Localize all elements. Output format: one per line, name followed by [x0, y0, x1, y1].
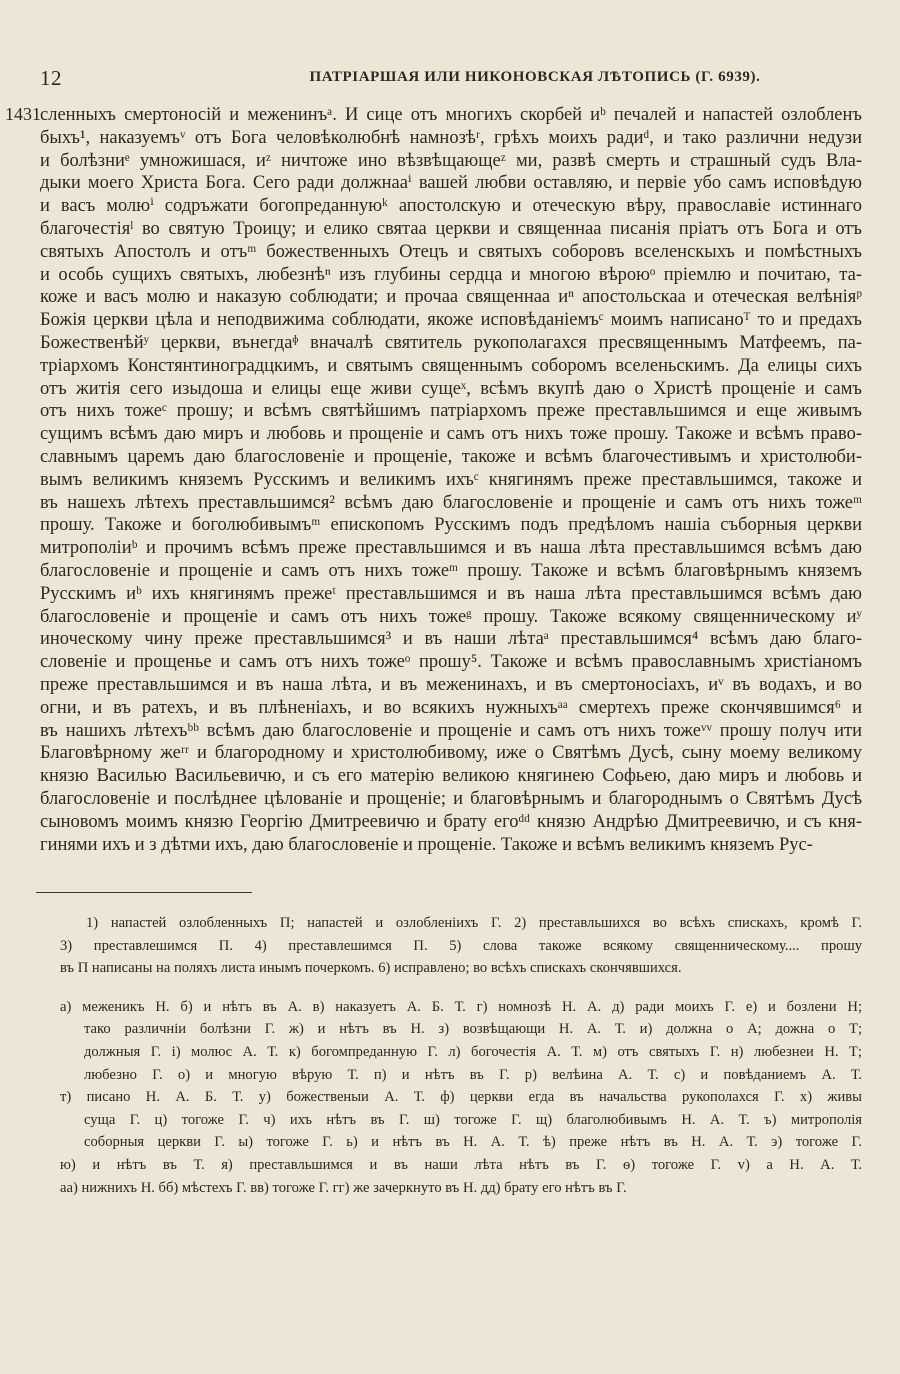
text-line: быхъ¹, наказуемъᵛ отъ Бога человѣколюбнѣ намнозѣʳ, грѣхъ моихъ радиᵈ, и тако различни недузи — [40, 127, 862, 148]
text-line: прошу. Такоже и боголюбивымъᵐ епископомъ Русскимъ подъ предѣломъ нашіа съборныя церкви — [40, 515, 862, 536]
variant-note-line: любезно Г. о) и многую вѣрую Т. п) и нѣтъ въ Г. р) велѣина А. Т. с) и повѣданиемъ А. Т. — [84, 1066, 862, 1083]
running-header — [0, 66, 900, 96]
variant-note-line: аа) нижнихъ Н. бб) мѣстехъ Г. вв) тогоже Г. гг) же зачеркнуто въ Н. дд) брату его нѣтъ въ Г. — [60, 1179, 627, 1196]
text-line: въ нашихъ лѣтехъᵇᵇ всѣмъ даю благословеніе и прощеніе и самъ отъ нихъ тожеᵛᵛ прошу получ ити — [40, 720, 862, 741]
text-line: Божественѣйʸ церкви, вънегдаᶲ вначалѣ святитель рукополагахся пресвященнымъ Матфеемъ, па- — [40, 332, 862, 353]
text-line: сыновомъ моимъ князю Георгію Дмитреевичю и брату егоᵈᵈ князю Андрѣю Дмитреевичю, и съ кня- — [40, 811, 862, 832]
variant-note-line: соборныя церкви Г. ы) тогоже Г. ь) и нѣтъ въ Н. А. Т. ѣ) преже нѣтъ въ Н. А. Т. э) тогоже Г. — [84, 1134, 862, 1151]
text-line: митрополіиᵇ и прочимъ всѣмъ преже преставльшимся и въ наша лѣта преставльшимся всѣмъ даю — [40, 538, 862, 559]
text-line: Русскимъ иᵇ ихъ княгинямъ прежеᵗ преставльшимся и въ наша лѣта преставльшимся всѣмъ даю — [40, 583, 862, 604]
text-line: коже и васъ молю и наказую соблюдати; и прочаа священнаа иⁿ апостольскаа и отеческая велѣніяᵖ — [40, 287, 862, 308]
text-line: тріархомъ Констянтиноградцкимъ, и святымъ священнымъ соборомъ вселеньскимъ. Да елицы сихъ — [40, 355, 862, 376]
text-line: святыхъ Апостолъ и отъᵐ божественныхъ Отецъ и святыхъ соборовъ вселенскыхъ и помѣстныхъ — [40, 241, 862, 262]
footnote-line: въ П написаны на поляхъ листа инымъ почеркомъ. 6) исправлено; во всѣхъ спискахъ скончявшихся. — [60, 960, 682, 977]
text-line: сущимъ всѣмъ даю миръ и любовь и прощеніе и самъ отъ нихъ тоже прошу. Такоже и всѣмъ право- — [40, 424, 862, 445]
text-line: отъ нихъ тожеᶜ прошу; и всѣмъ святѣйшимъ патріархомъ преже преставльшимся и еще живымъ — [40, 401, 862, 422]
text-line: благословеніе и прощеніе и самъ отъ нихъ тожеᵐ прошу. Такоже и всѣмъ благовѣрнымъ княземъ — [40, 560, 862, 581]
text-line: словеніе и прощенье и самъ отъ нихъ тожеᵒ прошу⁵. Такоже и всѣмъ православнымъ христіаномъ — [40, 652, 862, 673]
text-line: славнымъ царемъ даю благословеніе и прощеніе, такоже и всѣмъ благочестивымъ и христолюби- — [40, 446, 862, 467]
text-line: и особь сущихъ святыхъ, любезнѣⁿ изъ глубины сердца и многою вѣроюᵒ пріемлю и почитаю, та- — [40, 264, 862, 285]
text-line: вымъ великимъ княземъ Русскимъ и великимъ ихъᶜ княгинямъ преже преставльшимся, такоже и — [40, 469, 862, 490]
text-line: преже преставльшимся и въ наша лѣта, и въ меженинахъ, и въ смертоносіахъ, иᵛ въ водахъ, и во — [40, 674, 862, 695]
page-title: ПАТРІАРШАЯ ИЛИ НИКОНОВСКАЯ ЛѢТОПИСЬ (Г. 6939). — [309, 69, 761, 85]
footnote-line: 1) напастей озлобленныхъ П; напастей и озлобленіихъ Г. 2) преставльшихся во всѣхъ спискахъ, кромѣ Г. — [86, 915, 862, 931]
text-line: благословеніе и прощеніе и самъ отъ нихъ тожеᵍ прошу. Такоже всякому священническому иʸ — [40, 606, 862, 627]
text-line: сленныхъ смертоносій и меженинъᵃ. И сице отъ многихъ скорбей иᵇ печалей и напастей озлобленъ — [40, 105, 862, 125]
main-text — [40, 104, 862, 856]
variant-note-line: а) меженикъ Н. б) и нѣтъ въ А. в) наказуетъ А. Б. Т. г) номнозѣ Н. А. д) ради моихъ Г. е) и бозлени Н; — [60, 998, 862, 1015]
footnote-divider — [36, 892, 252, 893]
footnotes-numbered — [60, 912, 862, 980]
variant-note-line: должныя Г. і) молюс А. Т. к) богомпреданную Г. л) богочестія А. Т. м) отъ святыхъ Г. н) любезнеи Н. Т; — [84, 1043, 862, 1060]
text-line: и васъ молюⁱ содръжати богопреданнуюᵏ апостолскую и отеческую вѣру, православіе истиннаго — [40, 196, 862, 217]
footnote-line: 3) преставлешимся П. 4) преставлешимся П. 5) слова такоже всякому священническому.... прошу — [60, 937, 862, 954]
text-line: благословеніе и послѣднее цѣлованіе и прощеніе; и благовѣрнымъ и благороднымъ о Святѣмъ Дусѣ — [40, 788, 862, 809]
text-line: отъ житія сего изыдоша и елицы еще живи сущеˣ, всѣмъ вкупѣ даю о Христѣ прощеніе и самъ — [40, 378, 862, 399]
text-line: огни, и въ ратехъ, и въ плѣненіахъ, и во всякихъ нужныхъᵃᵃ смертехъ преже скончявшимся⁶ и — [40, 697, 862, 718]
text-line: гинями ихъ и з дѣтми ихъ, даю благословеніе и прощеніе. Такоже и всѣмъ великимъ княземъ Рус- — [40, 834, 813, 855]
variant-note-line: т) писано Н. А. Б. Т. у) божественыи А. Т. ф) церкви егда въ начальства рукополахся Г. х) живы — [60, 1089, 862, 1106]
text-line: благочестіяˡ во святую Троицу; и елико святаа церкви и священнаа писанія пріатъ отъ Бога и отъ — [40, 218, 862, 239]
text-line: Благовѣрному жеʳʳ и благородному и христолюбивому, иже о Святѣмъ Дусѣ, сыну моему великому — [40, 743, 862, 764]
text-line: иноческому чину преже преставльшимся³ и въ наши лѣтаᵃ преставльшимся⁴ всѣмъ даю благо- — [40, 629, 862, 650]
footnotes-lettered — [60, 996, 862, 1199]
variant-note-line: ю) и нѣтъ въ Т. я) преставльшимся и въ наши лѣта нѣтъ въ Г. ѳ) тогоже Г. v) а Н. А. Т. — [60, 1156, 862, 1173]
text-line: Божія церкви цѣла и неподвижима соблюдати, якоже исповѣданіемъᶜ моимъ написаноᵀ то и предахъ — [40, 310, 862, 331]
text-line: въ нашехъ лѣтехъ преставльшимся² всѣмъ даю благословеніе и прощеніе и самъ отъ нихъ тожеᵐ — [40, 492, 862, 513]
text-line: дыки моего Христа Бога. Сего ради должнааⁱ вашей любви оставляю, и первіе убо самъ исповѣдую — [40, 173, 862, 194]
margin-year: 1431 — [5, 104, 41, 124]
text-line: и болѣзниᵉ умножишася, иᶻ ничтоже ино вѣзвѣщающеᶻ ми, развѣ смерть и страшный судъ Вла- — [40, 150, 862, 171]
text-line: князю Василью Васильевичю, и съ его матерію великою княгинею Софьею, даю миръ и любовь и — [40, 766, 862, 787]
variant-note-line: суща Г. ц) тогоже Г. ч) ихъ нѣтъ въ Г. ш) тогоже Г. щ) благолюбивымъ Н. А. Т. ъ) митрополія — [84, 1111, 862, 1128]
page-number: 12 — [40, 66, 62, 90]
variant-note-line: тако различніи болѣзни Г. ж) и нѣтъ въ Н. з) возвѣщающи Н. А. Т. и) должна о А; дожна о Т; — [84, 1021, 862, 1038]
footnotes — [60, 912, 862, 1199]
